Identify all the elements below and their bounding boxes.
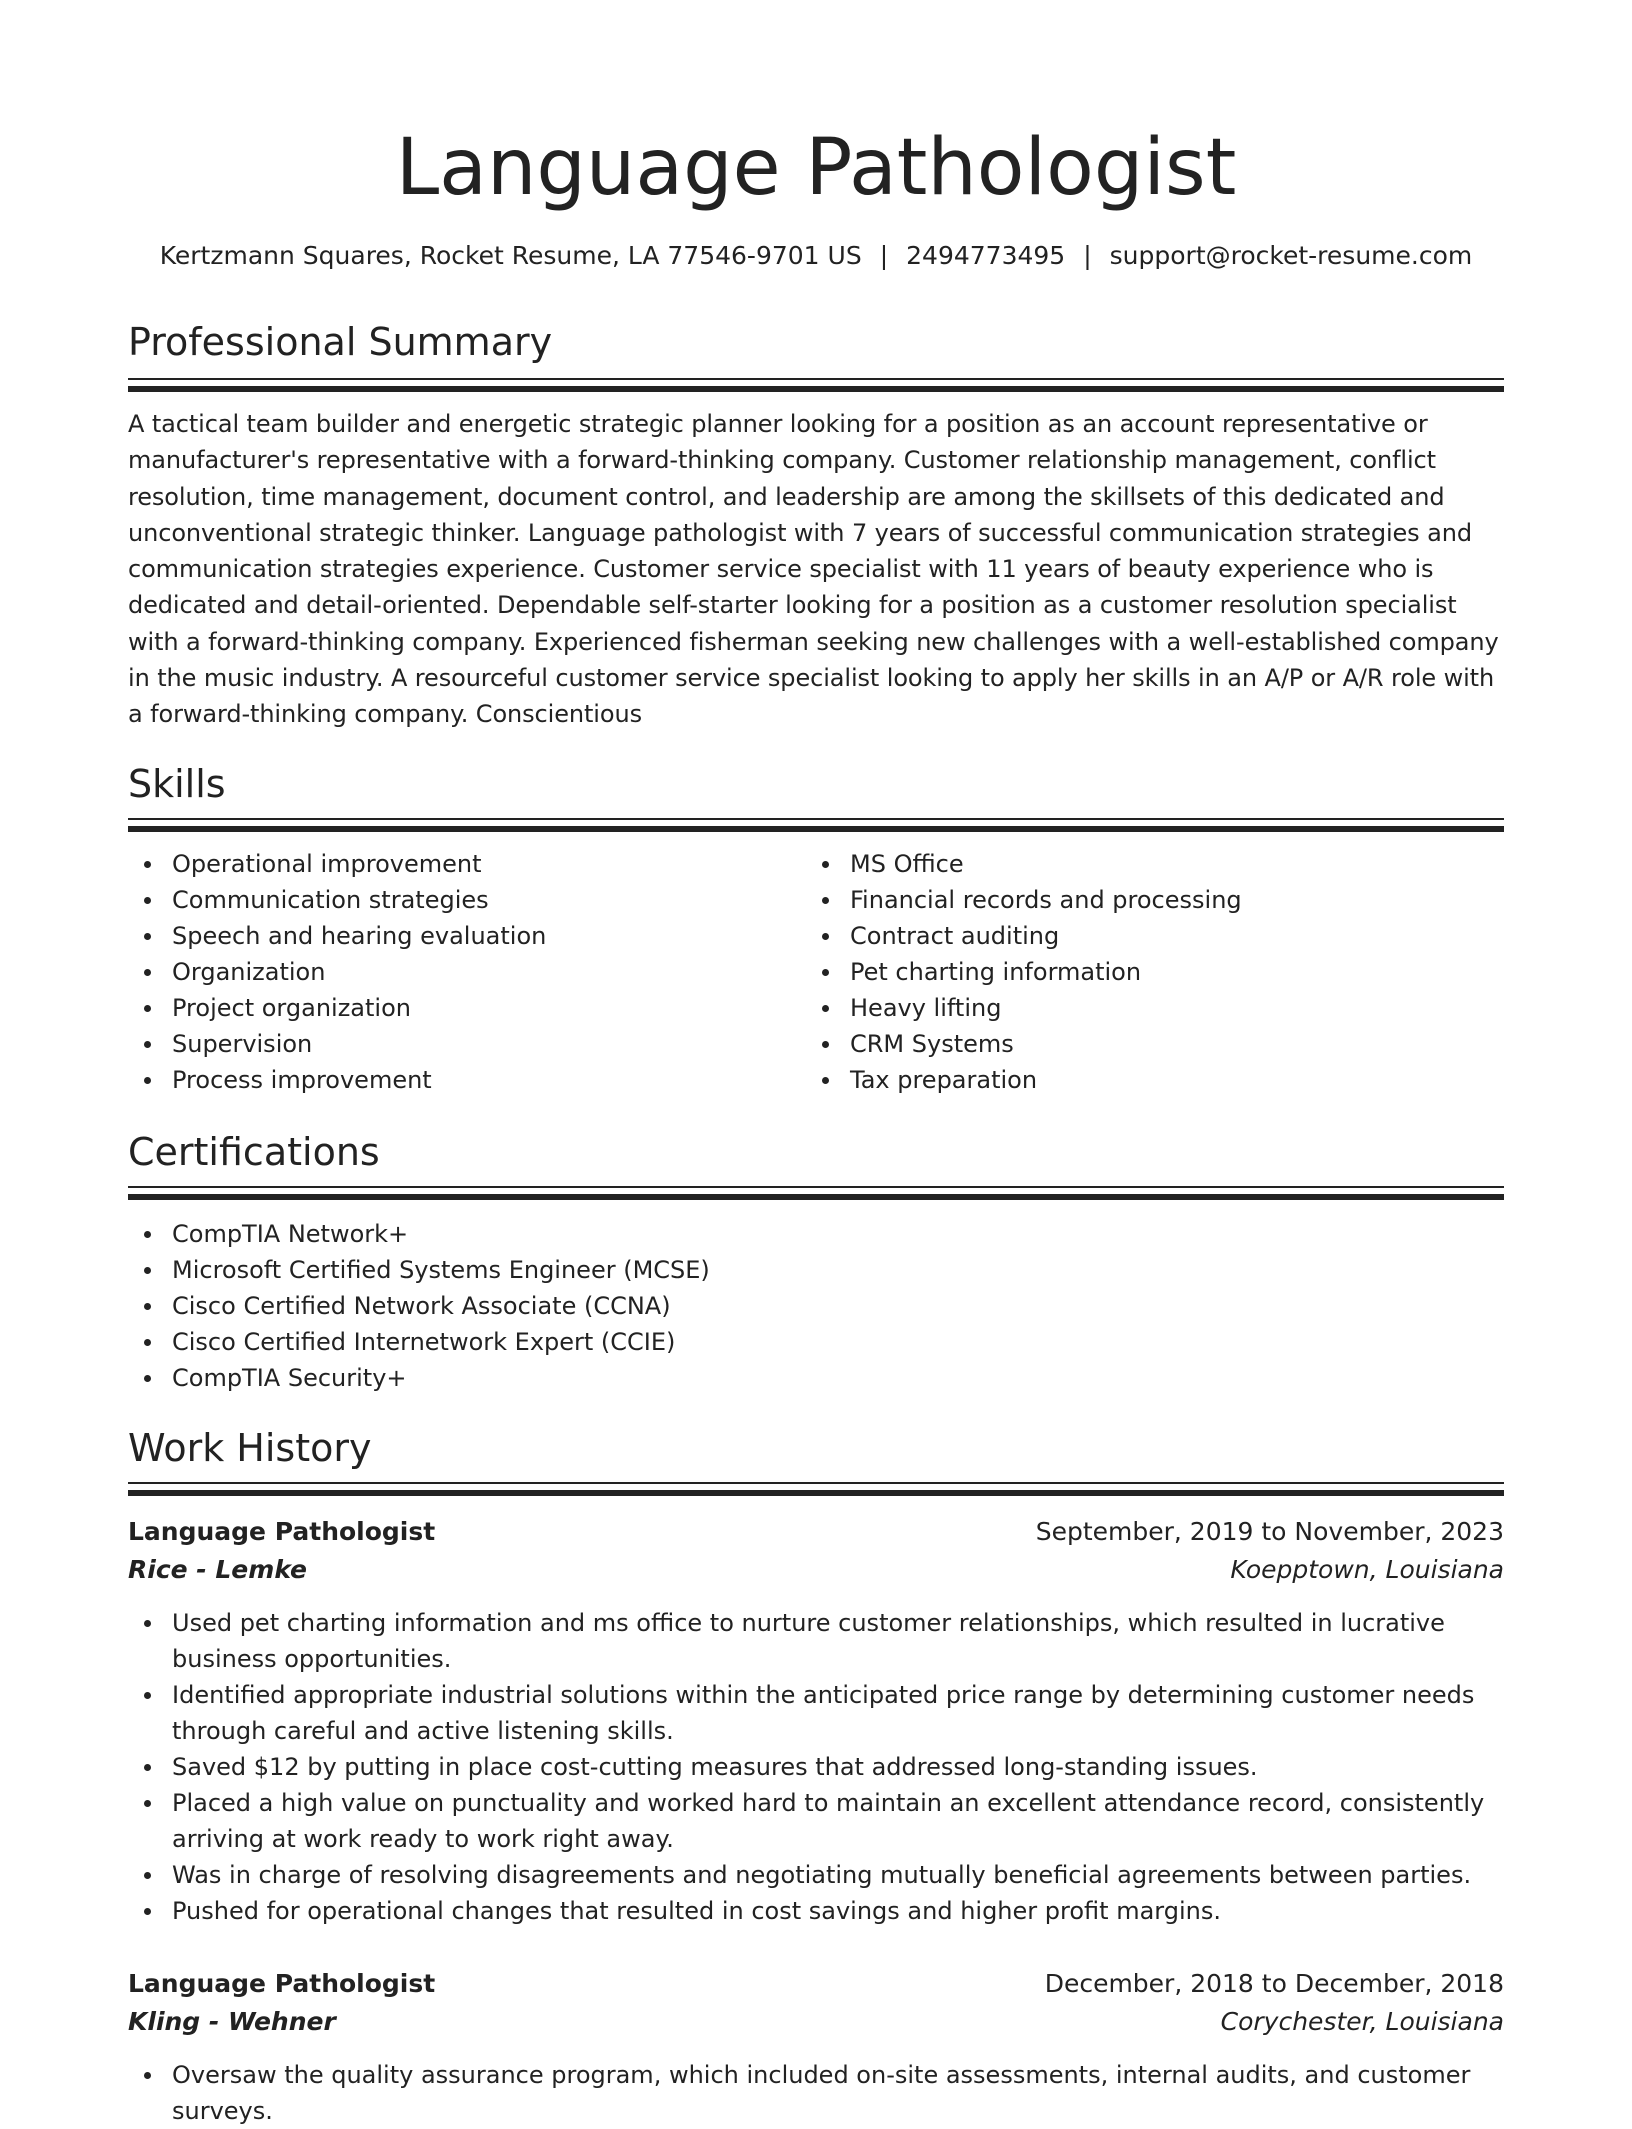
skill-item: CRM Systems [806, 1026, 1466, 1062]
certifications-heading: Certifications [128, 1130, 380, 1174]
section-divider-thick [128, 1490, 1504, 1496]
skills-right-column [806, 846, 1466, 1098]
certification-item: CompTIA Security+ [128, 1360, 1504, 1396]
skill-item: Tax preparation [806, 1062, 1466, 1098]
certification-item: Microsoft Certified Systems Engineer (MCSE) [128, 1252, 1504, 1288]
job-bullets [128, 2057, 1504, 2129]
job-title: Language Pathologist [128, 1517, 436, 1546]
skill-item: Pet charting information [806, 954, 1466, 990]
job-company: Kling - Wehner [128, 2007, 336, 2036]
section-divider-thick [128, 386, 1504, 392]
contact-phone: 2494773495 [906, 241, 1066, 270]
section-divider-thin [128, 1482, 1504, 1484]
job-header-row [128, 1965, 1504, 2003]
job-bullets [128, 1605, 1504, 1929]
resume-title: Language Pathologist [395, 123, 1237, 213]
job-bullet-item: Placed a high value on punctuality and worked hard to maintain an excellent attendance record, consistently arriving at work ready to work right away. [128, 1785, 1504, 1857]
skills-list-right [806, 846, 1466, 1098]
certification-item: Cisco Certified Network Associate (CCNA) [128, 1288, 1504, 1324]
work-history-heading: Work History [128, 1426, 372, 1470]
skill-item: MS Office [806, 846, 1466, 882]
job-company-row [128, 1551, 1504, 1589]
contact-email: support@rocket-resume.com [1109, 241, 1473, 270]
job-location: Koepptown, Louisiana [1230, 1555, 1504, 1584]
contact-separator: | [1083, 241, 1092, 270]
skill-item: Supervision [128, 1026, 788, 1062]
certifications-block [128, 1216, 1504, 1396]
job-company: Rice - Lemke [128, 1555, 308, 1584]
skill-item: Operational improvement [128, 846, 788, 882]
skill-item: Organization [128, 954, 788, 990]
skill-item: Financial records and processing [806, 882, 1466, 918]
job-dates: December, 2018 to December, 2018 [1044, 1969, 1504, 1998]
skill-item: Process improvement [128, 1062, 788, 1098]
job-bullet-item: Oversaw the quality assurance program, which included on-site assessments, internal audits, and customer surveys. [128, 2057, 1504, 2129]
skills-left-column [128, 846, 788, 1098]
certifications-list [128, 1216, 1504, 1396]
job-bullet-item: Was in charge of resolving disagreements and negotiating mutually beneficial agreements between parties. [128, 1857, 1504, 1893]
skills-list-left [128, 846, 788, 1098]
job-entry [128, 1965, 1504, 2129]
job-bullet-item: Pushed for operational changes that resulted in cost savings and higher profit margins. [128, 1893, 1504, 1929]
job-bullet-item: Identified appropriate industrial solutions within the anticipated price range by determining customer needs through careful and active listening skills. [128, 1677, 1504, 1749]
summary-text: A tactical team builder and energetic strategic planner looking for a position as an account representative or manufacturer's representative with a forward-thinking company. Customer relationship management, conflict resolution, time management, document control, and leadership are among the skillsets of this dedicated and unconventional strategic thinker. Language pathologist with 7 years of successful communication strategies and communication strategies experience. Customer service specialist with 11 years of beauty experience who is dedicated and detail-oriented. Dependable self-starter looking for a position as a customer resolution specialist with a forward-thinking company. Experienced fisherman seeking new challenges with a well-established company in the music industry. A resourceful customer service specialist looking to apply her skills in an A/P or A/R role with a forward-thinking company. Conscientious [128, 410, 1499, 729]
job-location: Corychester, Louisiana [1220, 2007, 1504, 2036]
section-divider-thin [128, 1186, 1504, 1188]
section-divider-thin [128, 818, 1504, 820]
job-dates: September, 2019 to November, 2023 [1035, 1517, 1504, 1546]
contact-separator: | [879, 241, 889, 270]
certification-item: CompTIA Network+ [128, 1216, 1504, 1252]
contact-address: Kertzmann Squares, Rocket Resume, LA 77546-9701 US [159, 241, 862, 270]
section-divider-thick [128, 826, 1504, 832]
skills-heading: Skills [128, 762, 226, 806]
skill-item: Project organization [128, 990, 788, 1026]
contact-line [128, 238, 1504, 274]
job-header-row [128, 1513, 1504, 1551]
section-divider-thin [128, 378, 1504, 380]
job-bullet-item: Used pet charting information and ms office to nurture customer relationships, which resulted in lucrative business opportunities. [128, 1605, 1504, 1677]
section-divider-thick [128, 1194, 1504, 1200]
job-company-row [128, 2003, 1504, 2041]
job-title: Language Pathologist [128, 1969, 436, 1998]
skill-item: Communication strategies [128, 882, 788, 918]
certification-item: Cisco Certified Internetwork Expert (CCIE) [128, 1324, 1504, 1360]
skill-item: Heavy lifting [806, 990, 1466, 1026]
summary-heading: Professional Summary [128, 320, 553, 364]
skill-item: Speech and hearing evaluation [128, 918, 788, 954]
job-entry [128, 1513, 1504, 1929]
skill-item: Contract auditing [806, 918, 1466, 954]
job-bullet-item: Saved $12 by putting in place cost-cutting measures that addressed long-standing issues. [128, 1749, 1504, 1785]
